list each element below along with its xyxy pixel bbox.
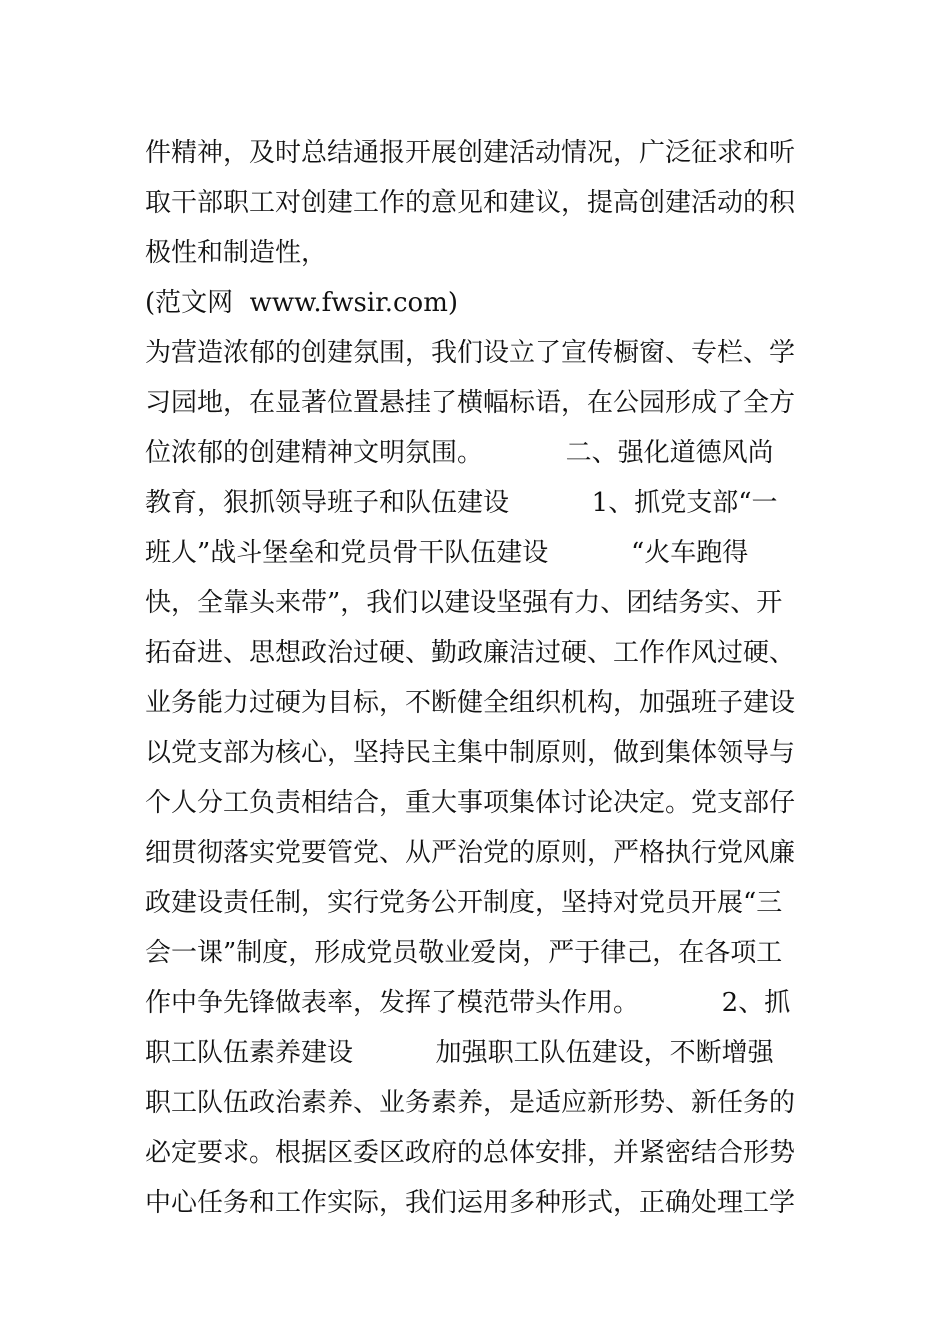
text-line: 快，全靠头来带”，我们以建设坚强有力、团结务实、开: [145, 588, 783, 618]
text-line: 件精神，及时总结通报开展创建活动情况，广泛征求和听: [145, 138, 796, 168]
text-line: 班人”战斗堡垒和党员骨干队伍建设 “火车跑得: [145, 538, 749, 568]
text-line: 细贯彻落实党要管党、从严治党的原则，严格执行党风廉: [145, 838, 796, 868]
text-line: 以党支部为核心，坚持民主集中制原则，做到集体领导与: [145, 738, 796, 768]
text-line: 为营造浓郁的创建氛围，我们设立了宣传橱窗、专栏、学: [145, 338, 796, 368]
text-line: 作中争先锋做表率，发挥了模范带头作用。 2、抓: [145, 988, 791, 1018]
text-line: 取干部职工对创建工作的意见和建议，提高创建活动的积: [145, 188, 796, 218]
text-line: 必定要求。根据区委区政府的总体安排，并紧密结合形势: [145, 1138, 796, 1168]
text-line: 中心任务和工作实际，我们运用多种形式，正确处理工学: [145, 1188, 796, 1218]
text-line: 职工队伍政治素养、业务素养，是适应新形势、新任务的: [145, 1088, 796, 1118]
text-line: 极性和制造性，: [145, 238, 328, 268]
text-line: 政建设责任制，实行党务公开制度，坚持对党员开展“三: [145, 888, 783, 918]
source-line: (范文网 www.fwsir.com): [145, 288, 459, 318]
text-line: 拓奋进、思想政治过硬、勤政廉洁过硬、工作作风过硬、: [145, 638, 796, 668]
text-line: 教育，狠抓领导班子和队伍建设 1、抓党支部“一: [145, 488, 778, 518]
body-text: [145, 128, 815, 1228]
text-line: 职工队伍素养建设 加强职工队伍建设，不断增强: [145, 1038, 774, 1068]
text-line: 业务能力过硬为目标，不断健全组织机构，加强班子建设: [145, 688, 796, 718]
text-line: 个人分工负责相结合，重大事项集体讨论决定。党支部仔: [145, 788, 796, 818]
text-line: 位浓郁的创建精神文明氛围。 二、强化道德风尚: [145, 438, 774, 468]
text-line: 会一课”制度，形成党员敬业爱岗，严于律己，在各项工: [145, 938, 783, 968]
text-line: 习园地，在显著位置悬挂了横幅标语，在公园形成了全方: [145, 388, 796, 418]
